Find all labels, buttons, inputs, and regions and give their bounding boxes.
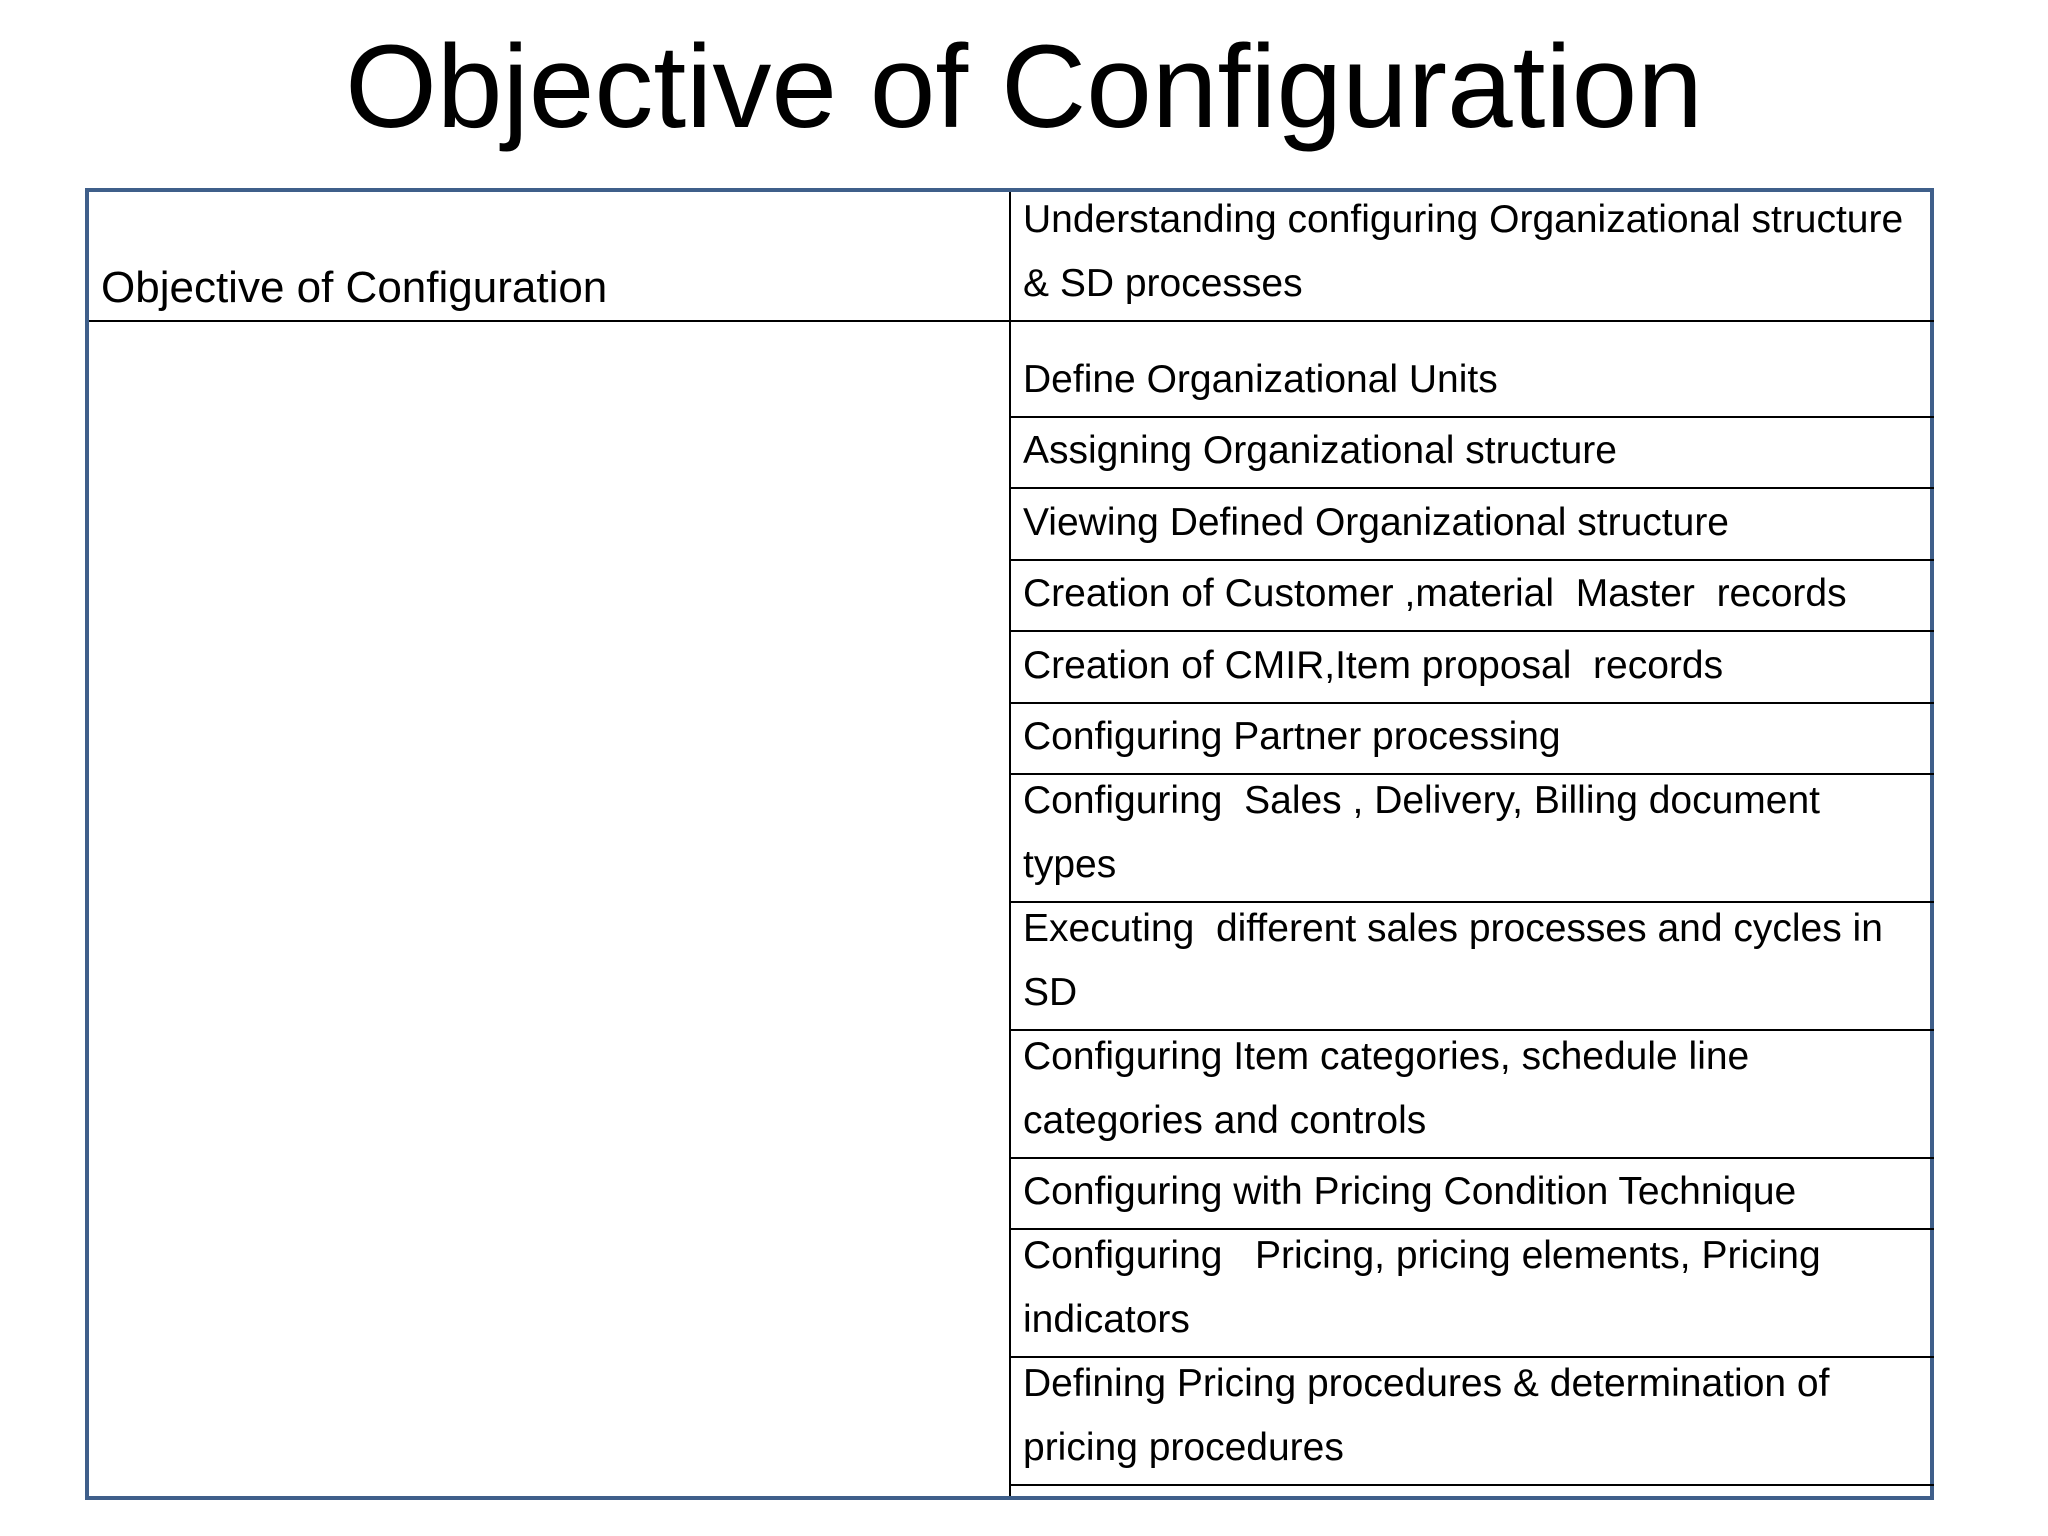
table-row — [1011, 418, 1934, 489]
table-cell: Define Organizational Units — [1023, 358, 1498, 401]
table-row — [1011, 561, 1934, 632]
table-row — [1011, 1159, 1934, 1230]
table-row — [1011, 1230, 1934, 1358]
table-cell: Creation of Customer ,material Master records — [1023, 572, 1847, 615]
slide-title: Objective of Configuration — [345, 21, 1703, 153]
table-row — [1011, 192, 1934, 322]
table-row — [1011, 704, 1934, 775]
table-row — [1011, 775, 1934, 903]
table-row — [1011, 489, 1934, 561]
table-cell: Configuring Partner processing — [1023, 715, 1561, 758]
table-cell: Viewing Defined Organizational structure — [1023, 501, 1729, 544]
table-cell: Defining Pricing procedures & determination of pricing procedures — [1023, 1362, 1841, 1469]
table-left-header: Objective of Configuration — [101, 263, 608, 312]
table-row — [1011, 903, 1934, 1031]
table-left-column — [89, 192, 1011, 1496]
table-row — [1011, 1031, 1934, 1159]
table-cell: Assigning Organizational structure — [1023, 429, 1617, 472]
table-cell: Configuring with Pricing Condition Technique — [1023, 1170, 1797, 1213]
table-row — [1011, 1358, 1934, 1486]
table-cell: Configuring Sales , Delivery, Billing document types — [1023, 779, 1831, 886]
objectives-table — [85, 188, 1934, 1500]
table-row — [1011, 322, 1934, 418]
table-cell: Configuring Pricing, pricing elements, Pricing indicators — [1023, 1234, 1832, 1341]
table-cell: Executing different sales processes and cycles in SD — [1023, 907, 1894, 1014]
table-row — [1011, 632, 1934, 704]
table-cell: Understanding configuring Organizational structure & SD processes — [1023, 198, 1915, 305]
table-cell: Configuring Item categories, schedule line categories and controls — [1023, 1035, 1761, 1142]
table-right-column — [1011, 192, 1934, 1496]
table-left-header-cell — [89, 192, 1009, 322]
table-cell: Creation of CMIR,Item proposal records — [1023, 644, 1724, 687]
